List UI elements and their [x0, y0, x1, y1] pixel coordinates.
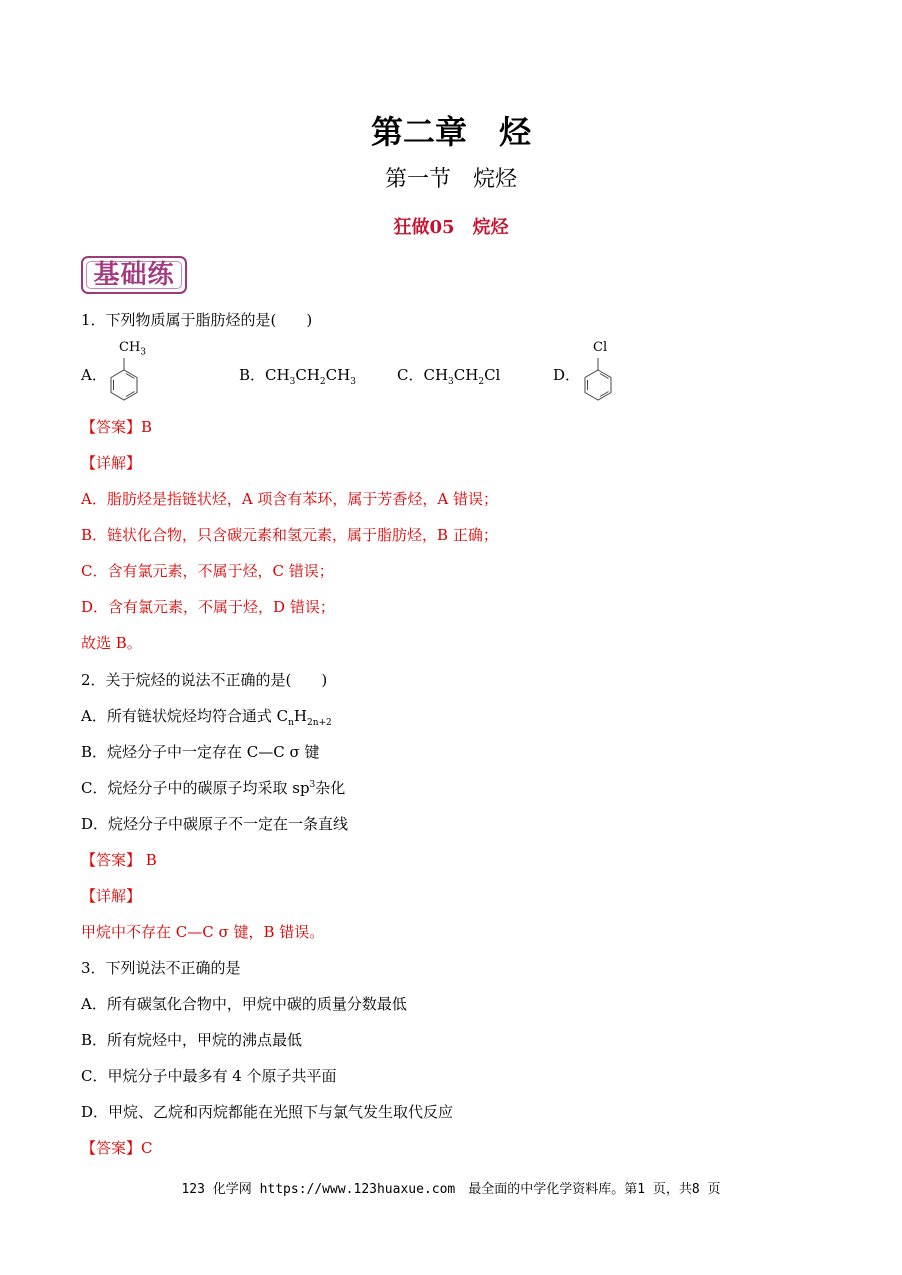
q2-explain-label: 【详解】: [81, 887, 142, 905]
q1-explain-line: C．含有氯元素，不属于烃，C 错误；: [81, 562, 334, 580]
q1-option-b: B．$CH_3CH_2CH_3$: [239, 366, 356, 387]
q3-option-d: D．甲烷、乙烷和丙烷都能在光照下与氯气发生取代反应: [81, 1103, 454, 1121]
chlorobenzene-substituent: Cl: [593, 340, 608, 355]
basic-practice-badge: [81, 256, 187, 294]
q3-option-a: A．所有碳氢化合物中，甲烷中碳的质量分数最低: [81, 995, 407, 1013]
section-title: 第一节 烷烃: [384, 167, 517, 192]
q2-option-a: A．所有链状烷烃均符合通式 $C_nH_{2n+2}$: [81, 707, 332, 728]
q3-option-c: C．甲烷分子中最多有 4 个原子共平面: [81, 1067, 337, 1085]
practice-subtitle: 狂做05 烷烃: [393, 217, 509, 238]
q2-option-d: D．烷烃分子中碳原子不一定在一条直线: [81, 815, 349, 833]
q1-option-d-label: D．: [553, 366, 581, 384]
chlorobenzene-structure: [578, 340, 618, 406]
q1-option-a-label: A．: [81, 366, 107, 384]
q3-answer: [81, 1138, 153, 1158]
q1-explain-line: B．链状化合物，只含碳元素和氢元素，属于脂肪烃，B 正确；: [81, 526, 498, 544]
answer-value: B: [141, 851, 157, 869]
q1-explain-label: 【详解】: [81, 454, 142, 472]
answer-label: 【答案】: [81, 851, 142, 869]
answer-label: 【答案】: [81, 1139, 142, 1157]
q1-stem: 1．下列物质属于脂肪烃的是( ): [81, 311, 313, 329]
q1-option-b-label: B．: [239, 366, 266, 384]
badge-label: 基础练: [93, 260, 175, 290]
toluene-structure: [104, 340, 147, 406]
answer-value: B: [141, 418, 153, 436]
toluene-substituent: $CH_3$: [119, 340, 147, 358]
answer-label: 【答案】: [81, 418, 142, 436]
q3-stem: 3．下列说法不正确的是: [81, 959, 241, 977]
q1-conclusion: 故选 B。: [81, 634, 142, 652]
answer-value: C: [141, 1139, 153, 1157]
q3-option-b: B．所有烷烃中，甲烷的沸点最低: [81, 1031, 303, 1049]
q2-stem: 2．关于烷烃的说法不正确的是( ): [81, 671, 328, 689]
q1-option-c: C．$CH_3CH_2Cl$: [397, 366, 501, 387]
q2-option-b: B．烷烃分子中一定存在 C—C σ 键: [81, 743, 320, 761]
q2-explain-line: 甲烷中不存在 C—C σ 键，B 错误。: [81, 923, 325, 941]
page-footer: 123 化学网 https://www.123huaxue.com 最全面的中学化学资料库。第1 页，共8 页: [181, 1182, 721, 1197]
q1-explain-line: A．脂肪烃是指链状烃，A 项含有苯环，属于芳香烃，A 错误；: [81, 490, 499, 508]
q2-option-c: C．烷烃分子中的碳原子均采取 $sp^3$杂化: [81, 779, 346, 797]
q1-answer: [81, 417, 152, 437]
q2-answer: [81, 850, 157, 870]
chapter-title: 第二章 烃: [370, 113, 531, 151]
q1-explain-line: D．含有氯元素，不属于烃，D 错误；: [81, 598, 335, 616]
q1-option-c-label: C．: [397, 366, 424, 384]
